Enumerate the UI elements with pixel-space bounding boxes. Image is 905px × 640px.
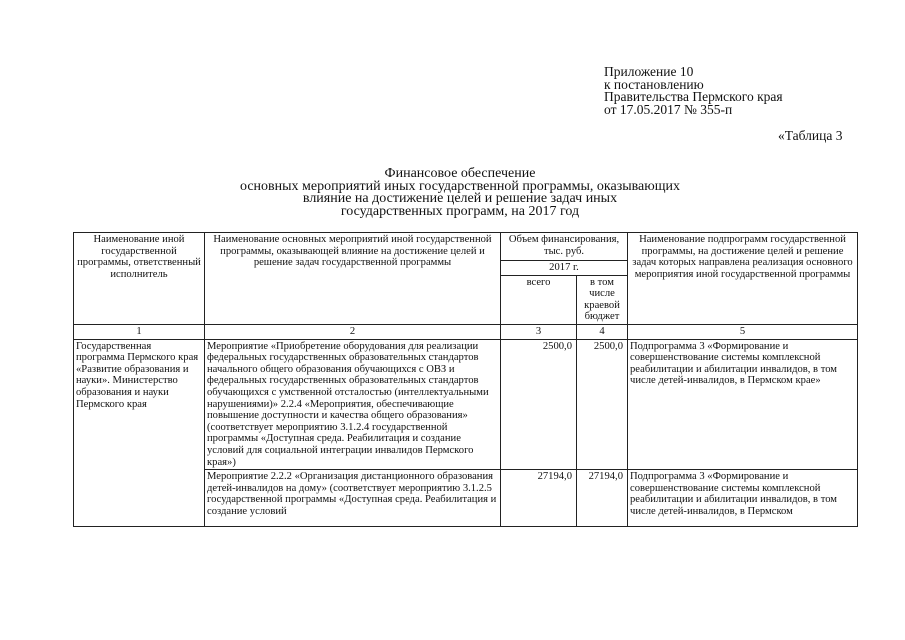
- table-number-row: [74, 324, 858, 339]
- total-cell: 2500,0: [501, 339, 577, 470]
- title-line: государственных программ, на 2017 год: [340, 203, 580, 219]
- table-header-row: [74, 233, 858, 261]
- financing-table: [73, 232, 858, 527]
- header-total: всего: [501, 275, 577, 324]
- regional-cell: 27194,0: [577, 470, 628, 527]
- appendix-line: к постановлению: [604, 76, 704, 92]
- subprogram-cell: Подпрограмма 3 «Формирование и совершенствование системы комплексной реабилитации и абилитации инвалидов, в том числе детей-инвалидов, в Пермском крае»: [628, 339, 858, 470]
- column-number: 1: [74, 324, 205, 339]
- appendix-line: от 17.05.2017 № 355-п: [604, 101, 733, 117]
- column-number: 2: [205, 324, 501, 339]
- column-number: 3: [501, 324, 577, 339]
- subprogram-cell: Подпрограмма 3 «Формирование и совершенствование системы комплексной реабилитации и абилитации инвалидов, в том числе детей-инвалидов, в Пермском: [628, 470, 858, 527]
- measure-cell: Мероприятие 2.2.2 «Организация дистанционного образования детей-инвалидов на дому» (соответствует мероприятию 3.1.2.5 государственной программы «Доступная среда. Реабилитация и создание условий: [205, 470, 501, 527]
- measure-cell: Мероприятие «Приобретение оборудования для реализации федеральных государственных образовательных стандартов начального общего образования обучающихся с ОВЗ и федеральных государственных образовательных стандартов обучающихся с умственной отсталостью (интеллектуальными нарушениями)» 2.2.4 «Мероприятия, обеспечивающие повышение доступности и качества общего образования» (соответствует мероприятию 3.1.2.4 государственной программы «Доступная среда. Реабилитация и создание условий для социальной интеграции инвалидов Пермского края»): [205, 339, 501, 470]
- title-line: Финансовое обеспечение: [384, 166, 536, 181]
- total-cell: 27194,0: [501, 470, 577, 527]
- header-program: Наименование иной государственной программы, ответственный исполнитель: [74, 233, 205, 325]
- header-measure: Наименование основных мероприятий иной государственной программы, оказывающей влияние на достижение целей и решение задач государственной программы: [205, 233, 501, 325]
- header-subprogram: Наименование подпрограмм государственной программы, на достижение целей и решение задач которых направлена реализация основного мероприятия иной государственной программы: [628, 233, 858, 325]
- column-number: 5: [628, 324, 858, 339]
- table-row: [74, 339, 858, 470]
- header-regional: в том числе краевой бюджет: [577, 275, 628, 324]
- header-financing: Объем финансирования, тыс. руб.: [501, 233, 628, 261]
- header-year: 2017 г.: [501, 261, 628, 276]
- appendix-header: [604, 66, 783, 116]
- title-line: основных мероприятий иных государственной программы, оказывающих: [239, 178, 680, 194]
- program-cell: Государственная программа Пермского края «Развитие образования и науки». Министерство образования и науки Пермского края: [74, 339, 205, 527]
- table-reference: «Таблица 3: [778, 128, 843, 143]
- column-number: 4: [577, 324, 628, 339]
- title-line: влияние на достижение целей и решение задач иных: [302, 191, 618, 206]
- appendix-line: Приложение 10: [604, 64, 694, 79]
- appendix-line: Правительства Пермского края: [604, 89, 783, 104]
- document-title: [150, 168, 770, 218]
- regional-cell: 2500,0: [577, 339, 628, 470]
